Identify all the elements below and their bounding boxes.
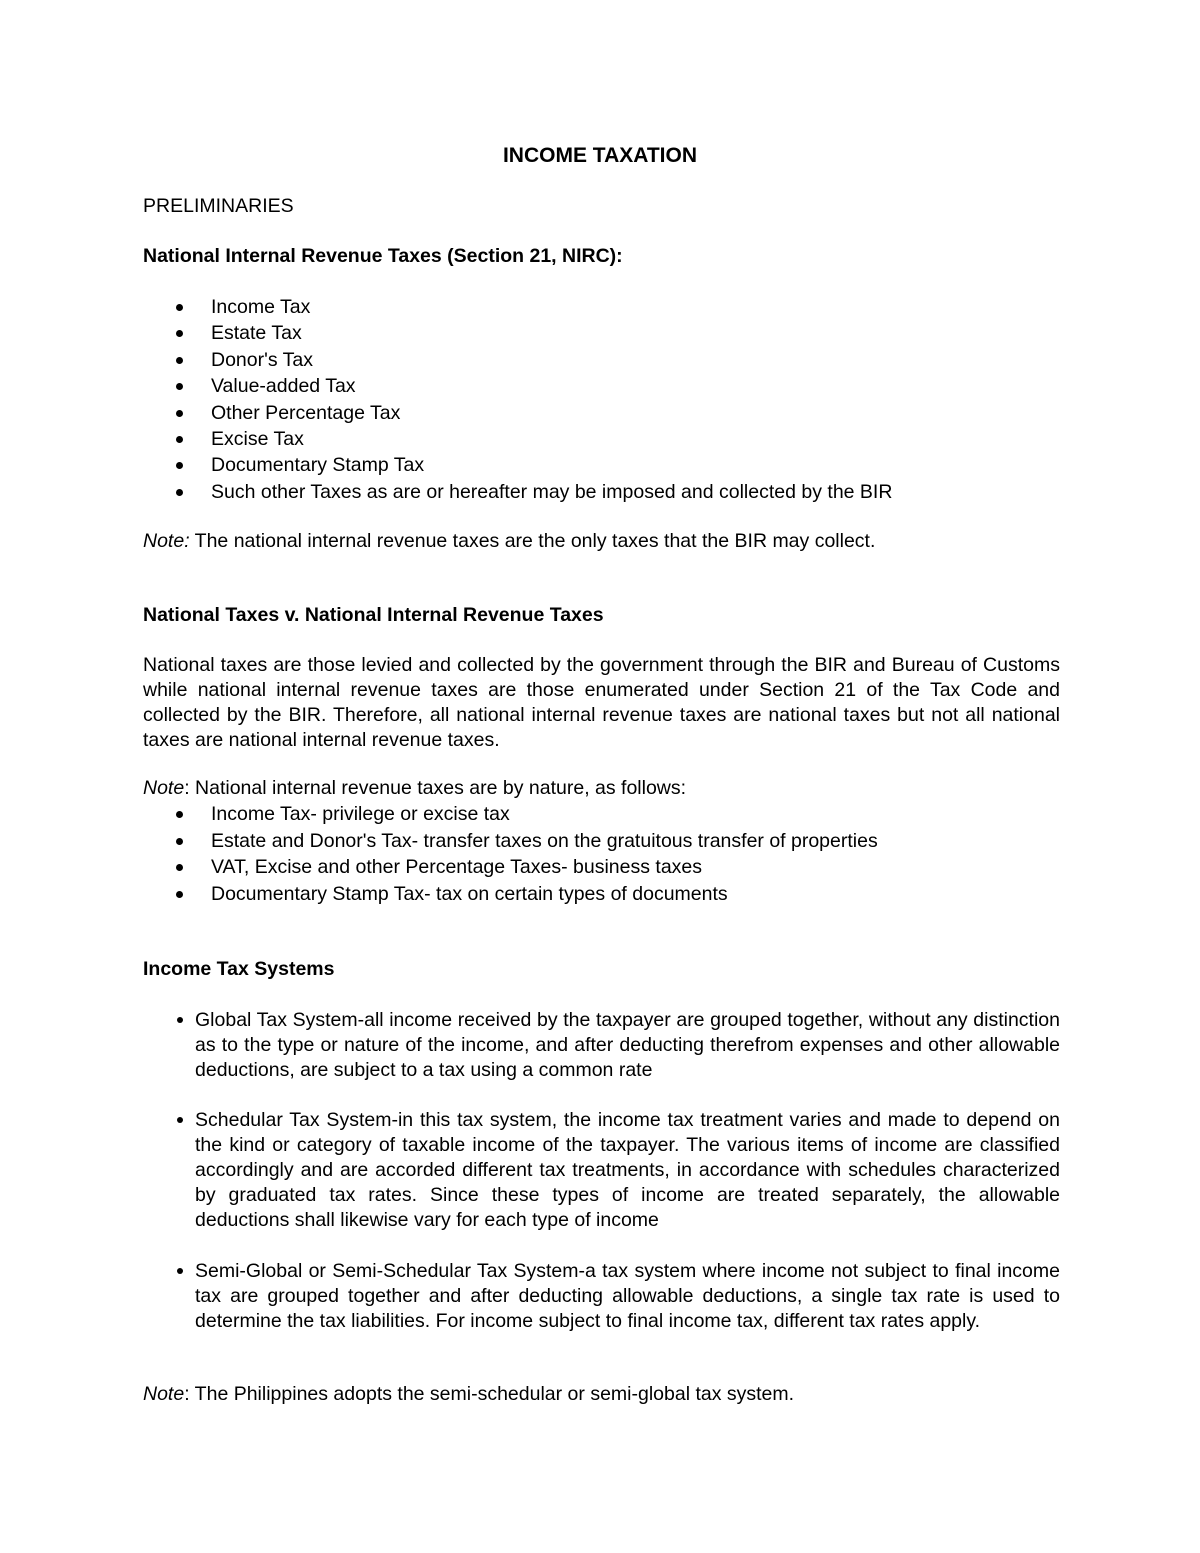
note-bir-collect: Note: The national internal revenue taxes are the only taxes that the BIR may collect.: [143, 530, 876, 552]
list-item: Estate and Donor's Tax- transfer taxes on the gratuitous transfer of properties: [211, 829, 878, 852]
preliminaries-heading: PRELIMINARIES: [143, 195, 294, 217]
note-nature: Note: National internal revenue taxes are by nature, as follows:: [143, 777, 687, 799]
list-item: VAT, Excise and other Percentage Taxes- business taxes: [211, 856, 703, 878]
its-heading: Income Tax Systems: [143, 958, 335, 980]
list-item: Donor's Tax: [211, 348, 313, 371]
list-item: Excise Tax: [211, 427, 304, 450]
note-label: Note: [143, 777, 185, 799]
nirt-heading: National Internal Revenue Taxes (Section 21, NIRC):: [143, 245, 623, 267]
bullet-icon: [177, 1117, 183, 1123]
list-item: Documentary Stamp Tax: [211, 454, 425, 477]
list-item: Income Tax: [211, 296, 311, 318]
note-philippines: Note: The Philippines adopts the semi-schedular or semi-global tax system.: [143, 1383, 795, 1405]
list-item: Documentary Stamp Tax- tax on certain types of documents: [211, 882, 728, 905]
list-item: Other Percentage Tax: [211, 401, 401, 424]
nt-heading: National Taxes v. National Internal Revenue Taxes: [143, 604, 604, 626]
note-label: Note: [143, 1383, 185, 1405]
nirt-list: [211, 295, 1071, 506]
list-item: Estate Tax: [211, 322, 302, 345]
system-global: Global Tax System-all income received by the taxpayer are grouped together, without any distinction as to the type or nature of the income, and after deducting therefrom expenses and other allowable deductions, are subject to a tax using a common rate: [195, 1009, 1060, 1081]
list-item: Income Tax- privilege or excise tax: [211, 803, 510, 825]
nt-paragraph: National taxes are those levied and collected by the government through the BIR and Bureau of Customs while national internal revenue taxes are those enumerated under Section 21 of the Tax Code and collected by the BIR. Therefore, all national internal revenue taxes are national taxes but not all national taxes are national internal revenue taxes.: [143, 654, 1060, 751]
bullet-icon: [177, 1268, 183, 1274]
bullet-icon: [177, 1017, 183, 1023]
note-label: Note:: [143, 530, 190, 552]
document-title: INCOME TAXATION: [502, 144, 698, 167]
list-item: Such other Taxes as are or hereafter may be imposed and collected by the BIR: [211, 480, 893, 503]
system-schedular: Schedular Tax System-in this tax system, the income tax treatment varies and made to depend on the kind or category of taxable income of the taxpayer. The various items of income are classified accordingly and are accorded different tax treatments, in accordance with schedules characterized by graduated tax rates. Since these types of income are treated separately, the allowable deductions shall likewise vary for each type of income: [195, 1109, 1060, 1231]
list-item: Value-added Tax: [211, 375, 356, 398]
nature-list: [211, 802, 1071, 908]
system-semi-global: Semi-Global or Semi-Schedular Tax System-a tax system where income not subject to final income tax are grouped together and after deducting allowable deductions, a single tax rate is used to determine the tax liabilities. For income subject to final income tax, different tax rates apply.: [195, 1260, 1060, 1332]
